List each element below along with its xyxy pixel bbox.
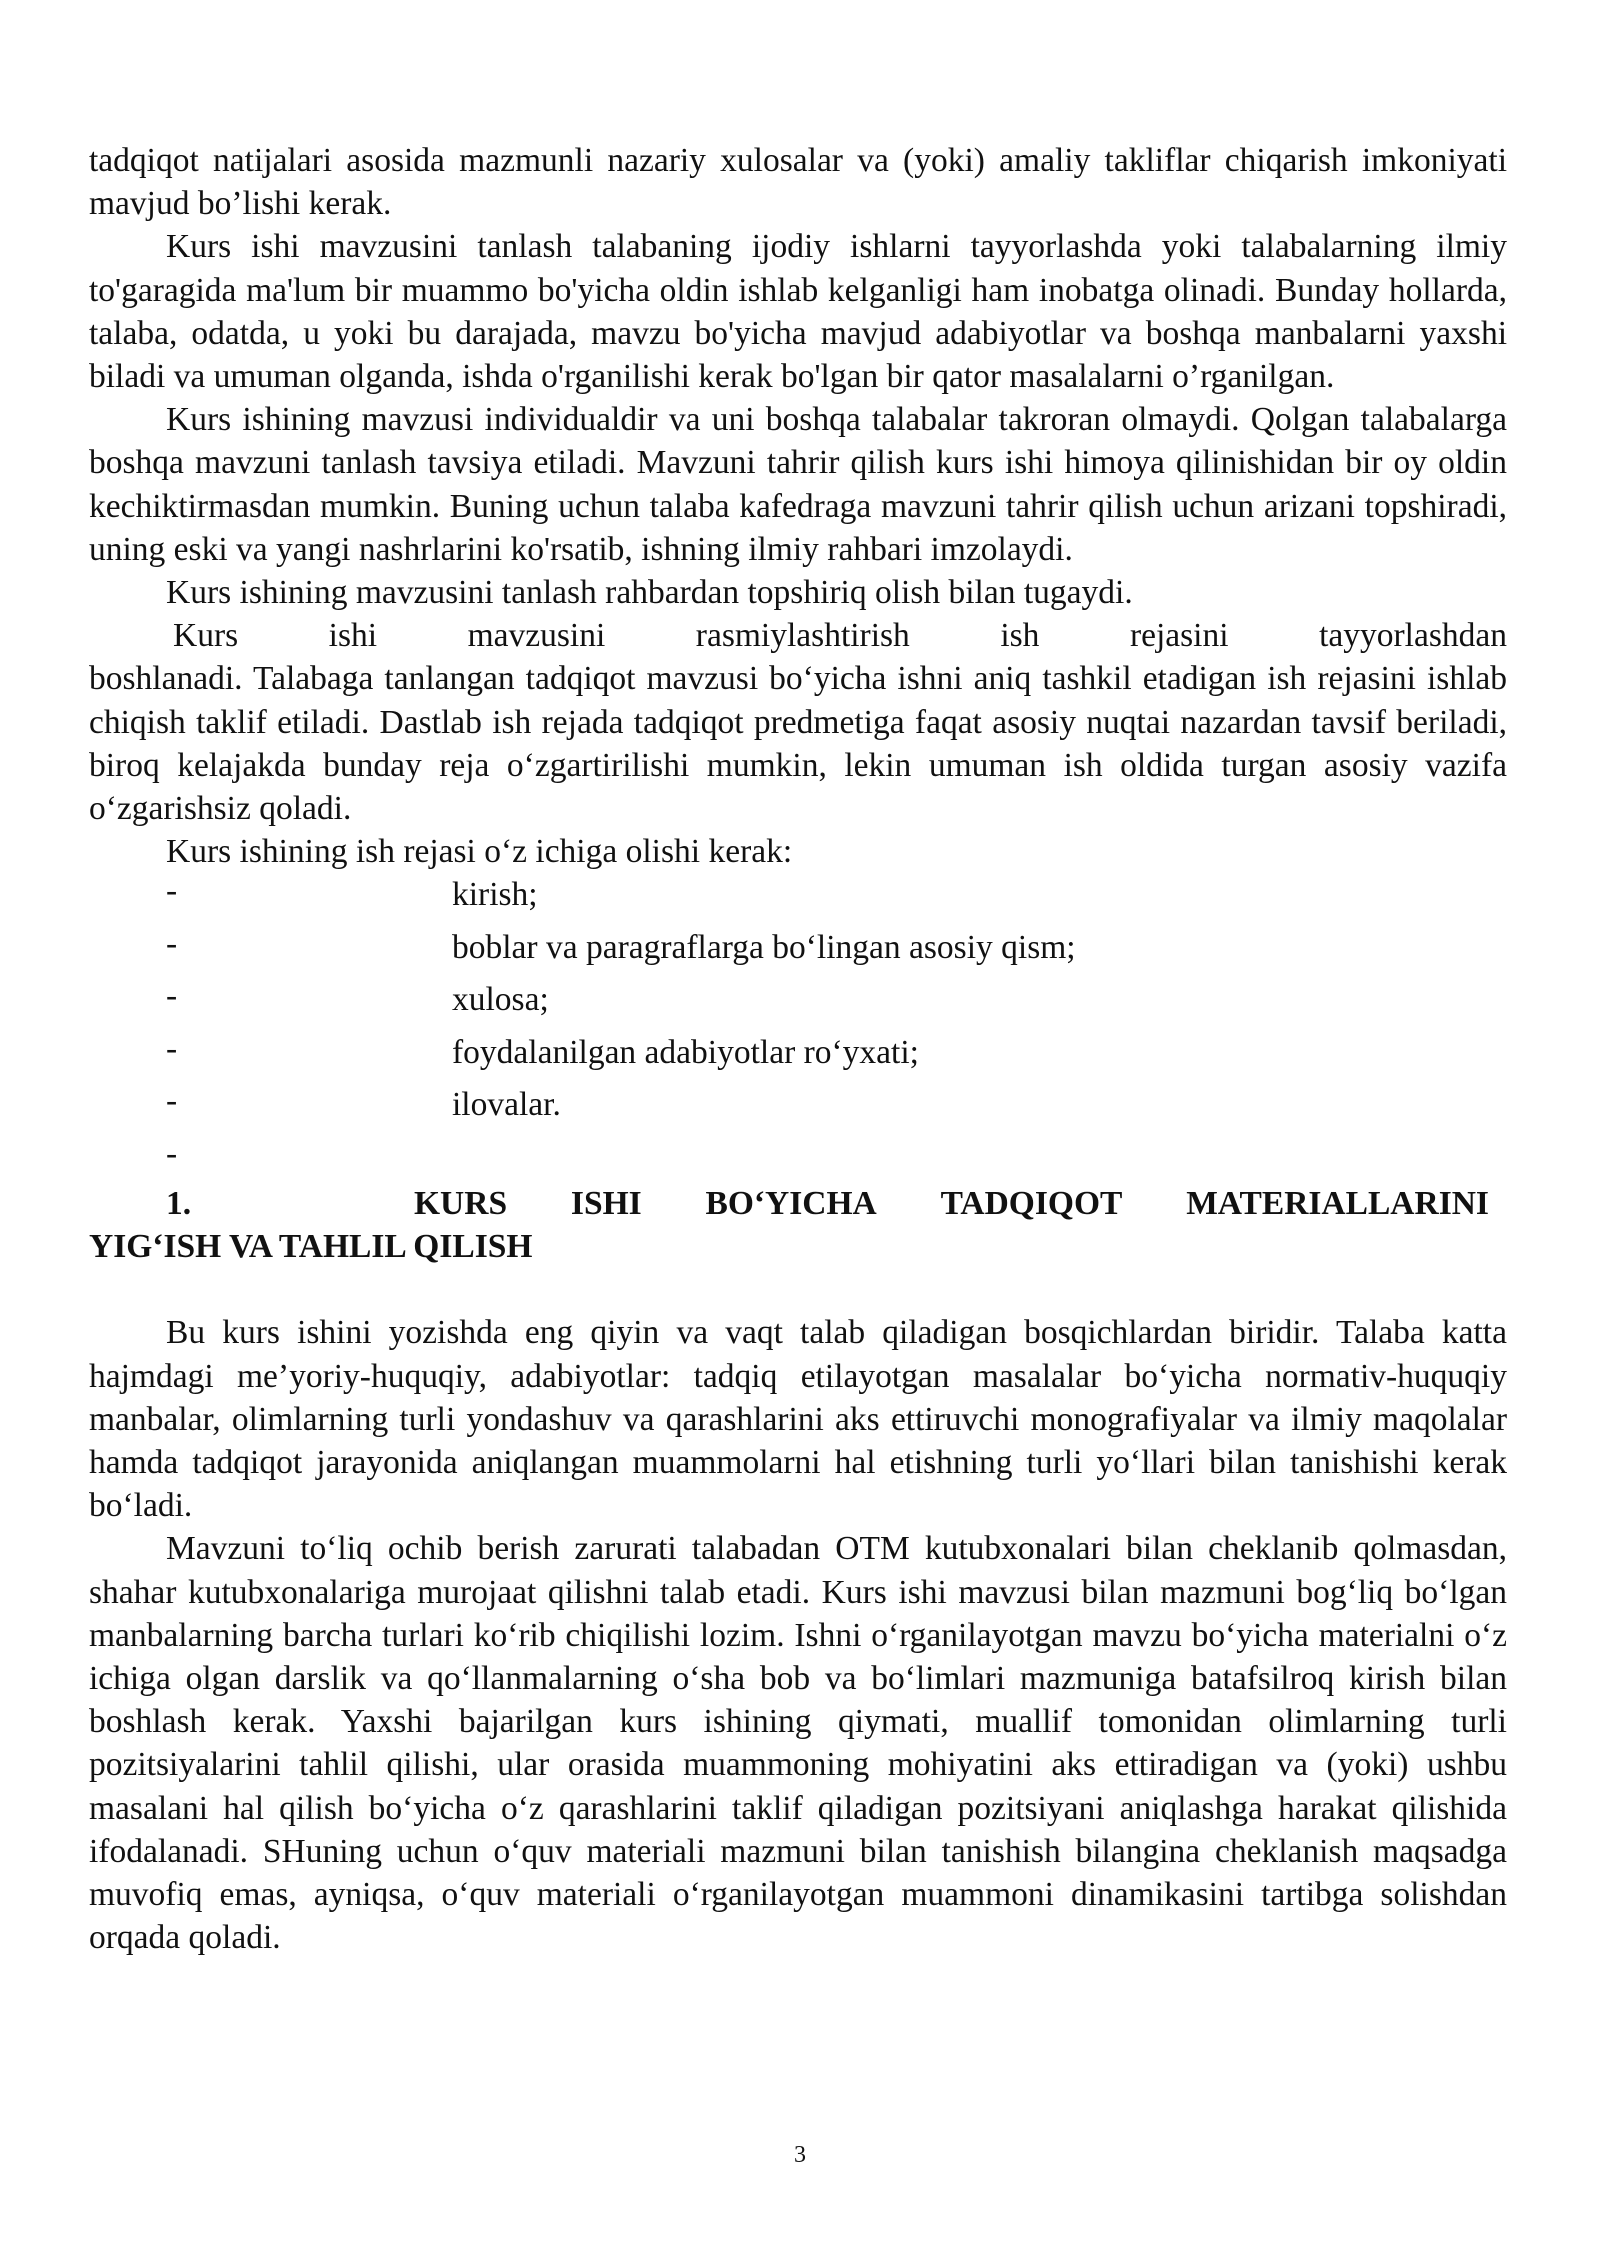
- spacer: [89, 1268, 1507, 1311]
- list-item-text: kirish;: [452, 876, 538, 914]
- paragraph-collection: Bu kurs ishini yozishda eng qiyin va vaqt talab qiladigan bosqichlardan biridir. Talaba katta hajmdagi me’yoriy-huquqiy, adabiyotlar: tadqiq etilayotgan masalalar bo‘yicha normativ-huquqiy manbalar, olimlarning turli yondashuv va qarashlarini aks ettiruvchi monografiyalar va ilmiy maqolalar hamda tadqiqot jarayonida aniqlangan muammolarni hal etishning turli yo‘llari bilan tanishishi kerak bo‘ladi.: [89, 1314, 1507, 1525]
- list-dash: -: [166, 977, 178, 1015]
- paragraph-continuation: tadqiqot natijalari asosida mazmunli nazariy xulosalar va (yoki) amaliy takliflar chiqarish imkoniyati mavjud bo’lishi kerak.: [89, 142, 1507, 223]
- list-dash: -: [166, 1082, 178, 1120]
- heading-word: ISHI: [570, 1184, 642, 1222]
- paragraph-sources: Mavzuni to‘liq ochib berish zarurati talabadan OTM kutubxonalari bilan cheklanib qolmasdan, shahar kutubxonalariga murojaat qilishni talab etadi. Kurs ishi mavzusi bilan mazmuni bog‘liq bo‘lgan manbalarning barcha turlari ko‘rib chiqilishi lozim. Ishni o‘rganilayotgan mavzu bo‘yicha materialni o‘z ichiga olgan darslik va qo‘llanmalarning o‘sha bob va bo‘limlari mazmuniga batafsilroq kirish bilan boshlash kerak. Yaxshi bajarilgan kurs ishining qiymati, muallif tomonidan olimlarning turli pozitsiyalarini tahlil qilishi, ular orasida muammoning mohiyatini aks ettiradigan va (yoki) ushbu masalani hal qilish bo‘yicha o‘z qarashlarini taklif qiladigan pozitsiyani aniqlashga harakat qilishida ifodalanadi. SHuning uchun o‘quv materiali mazmuni bilan tanishish bilangina cheklanish maqsadga muvofiq emas, ayniqsa, o‘quv materiali o‘rganilayotgan muammoni dinamikasini tartibga solishdan orqada qoladi.: [89, 1530, 1507, 1957]
- paragraph-plan-first-line: Kurs ishi mavzusini rasmiylashtirish ish rejasini tayyorlashdan: [173, 617, 1507, 655]
- section-heading-line2: YIG‘ISH VA TAHLIL QILISH: [89, 1228, 533, 1266]
- paragraph-topic-completion: Kurs ishining mavzusini tanlash rahbardan topshiriq olish bilan tugaydi.: [166, 574, 1133, 612]
- paragraph-topic-individual: Kurs ishining mavzusi individualdir va uni boshqa talabalar takroran olmaydi. Qolgan talabalarga boshqa mavzuni tanlash tavsiya etiladi. Mavzuni tahrir qilish kurs ishi himoya qilinishidan bir oy oldin kechiktirmasdan mumkin. Buning uchun talaba kafedraga mavzuni tahrir qilish uchun arizani topshiradi, uning eski va yangi nashrlarini ko'rsatib, ishning ilmiy rahbari imzolaydi.: [89, 401, 1507, 568]
- list-item: [89, 1083, 1507, 1136]
- section-heading-line1: [89, 1182, 1489, 1225]
- list-item-text: ilovalar.: [452, 1086, 561, 1124]
- list-item: [89, 1031, 1507, 1084]
- section-title-words: [326, 1182, 1489, 1225]
- heading-word: TADQIQOT: [940, 1184, 1123, 1222]
- paragraph-plan-body: boshlanadi. Talabaga tanlangan tadqiqot mavzusi bo‘yicha ishni aniq tashkil etadigan ish rejasini ishlab chiqish taklif etiladi. Dastlab ish rejada tadqiqot predmetiga faqat asosiy nuqtai nazardan tavsif beriladi, biroq kelajakda bunday reja o‘zgartirilishi mumkin, lekin umuman ish oldida turgan asosiy vazifa o‘zgarishsiz qoladi.: [89, 660, 1507, 828]
- heading-word: KURS: [414, 1184, 508, 1222]
- document-page: [89, 139, 1507, 1959]
- list-item-empty: [89, 1136, 1507, 1182]
- list-item: [89, 873, 1507, 926]
- heading-word: BO‘YICHA: [705, 1184, 877, 1222]
- list-item-text: boblar va paragraflarga bo‘lingan asosiy qism;: [452, 928, 1076, 966]
- list-dash: -: [166, 1134, 178, 1172]
- list-intro: Kurs ishining ish rejasi o‘z ichiga olishi kerak:: [166, 833, 793, 871]
- section-heading: [89, 1182, 1507, 1268]
- heading-word: MATERIALLARINI: [1186, 1184, 1489, 1222]
- list-dash: -: [166, 872, 178, 910]
- plan-list: [89, 873, 1507, 1182]
- page-number: 3: [794, 2142, 806, 2168]
- list-dash: -: [166, 1029, 178, 1067]
- list-item-text: xulosa;: [452, 981, 549, 1019]
- list-item: [89, 926, 1507, 979]
- section-number: 1.: [166, 1184, 192, 1222]
- list-item: [89, 978, 1507, 1031]
- list-item-text: foydalanilgan adabiyotlar ro‘yxati;: [452, 1033, 919, 1071]
- list-dash: -: [166, 924, 178, 962]
- paragraph-topic-selection: Kurs ishi mavzusini tanlash talabaning ijodiy ishlarni tayyorlashda yoki talabalarning ilmiy to'garagida ma'lum bir muammo bo'yicha oldin ishlab kelganligi ham inobatga olinadi. Bunday hollarda, talaba, odatda, u yoki bu darajada, mavzu bo'yicha mavjud adabiyotlar va boshqa manbalarni yaxshi biladi va umuman olganda, ishda o'rganilishi kerak bo'lgan bir qator masalalarni o’rganilgan.: [89, 228, 1507, 396]
